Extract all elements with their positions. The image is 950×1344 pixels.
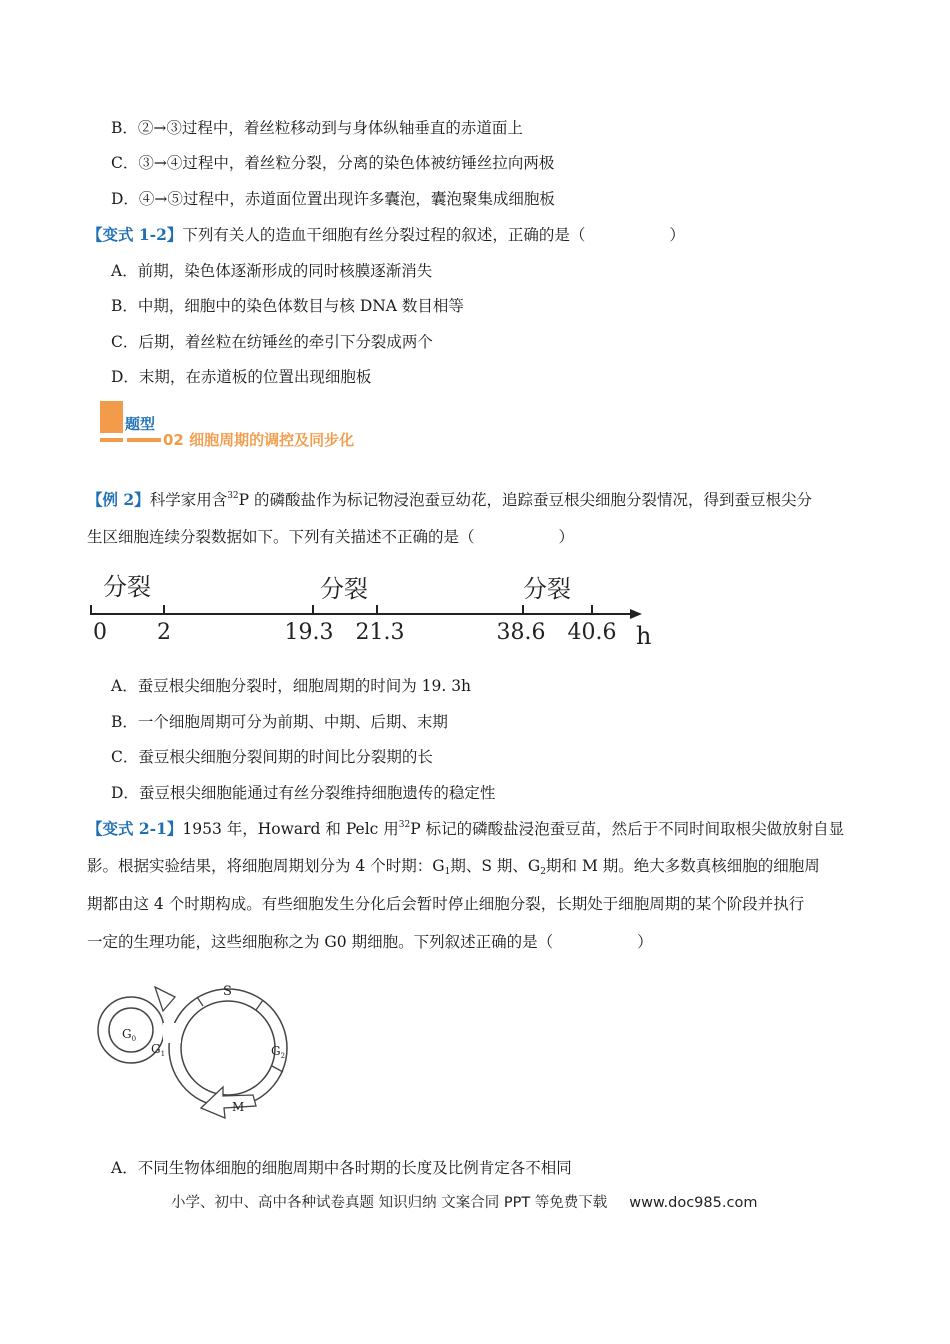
- footer-text: 小学、初中、高中各种试卷真题 知识归纳 文案合同 PPT 等免费下载: [171, 1195, 608, 1211]
- cycle-ring-outer: [169, 989, 287, 1107]
- option-d: D．蚕豆根尖细胞能通过有丝分裂维持细胞遗传的稳定性: [111, 784, 496, 802]
- cell-division-timeline: [80, 565, 660, 650]
- option-c: C．蚕豆根尖细胞分裂间期的时间比分裂期的长: [111, 748, 433, 766]
- option-d: D．④→⑤过程中，赤道面位置出现许多囊泡，囊泡聚集成细胞板: [111, 190, 555, 208]
- phase-divider: [197, 997, 203, 1006]
- variant-2-1-line2: 影。根据实验结果，将细胞周期划分为 4 个时期：$G_1$期、S 期、$G_2$期和 M 期。绝大多数真核细胞的细胞周: [87, 857, 820, 877]
- tick-label: 19.3: [284, 620, 334, 645]
- division-label: 分裂: [523, 575, 571, 603]
- example-tag: 【例 2】: [87, 490, 150, 509]
- g0-junction: [163, 1023, 181, 1043]
- axis-arrow: [630, 609, 642, 619]
- tick-label: 21.3: [355, 620, 405, 645]
- option-c: C．③→④过程中，着丝粒分裂，分离的染色体被纺锤丝拉向两极: [111, 154, 555, 172]
- page-footer: [171, 1191, 757, 1212]
- g2-label: $G_2$: [271, 1044, 286, 1060]
- cycle-ring-inner: [181, 1001, 275, 1095]
- option-a: A．前期，染色体逐渐形成的同时核膜逐渐消失: [111, 262, 433, 280]
- tick-label: 0: [93, 620, 107, 645]
- axis-unit: h: [636, 622, 652, 650]
- option-a: A．不同生物体细胞的细胞周期中各时期的长度及比例肯定各不相同: [111, 1159, 572, 1177]
- division-label: 分裂: [320, 575, 368, 603]
- option-b: B．一个细胞周期可分为前期、中期、后期、末期: [111, 713, 448, 731]
- variant-tag: 【变式 2-1】: [87, 819, 183, 838]
- division-label: 分裂: [103, 573, 151, 601]
- tick-label: 2: [157, 620, 171, 645]
- option-d: D．末期，在赤道板的位置出现细胞板: [111, 368, 372, 386]
- g1-label: $G_1$: [151, 1042, 166, 1058]
- m-phase-label: M: [232, 1100, 245, 1114]
- option-b: B．中期，细胞中的染色体数目与核 DNA 数目相等: [111, 297, 464, 315]
- cell-cycle-diagram: [93, 975, 298, 1125]
- footer-site[interactable]: www.doc985.com: [629, 1195, 758, 1211]
- g0-loop-arrow: [155, 987, 175, 1011]
- tick-label: 38.6: [496, 620, 546, 645]
- option-c: C．后期，着丝粒在纺锤丝的牵引下分裂成两个: [111, 333, 433, 351]
- example-2-stem-line2: 生区细胞连续分裂数据如下。下列有关描述不正确的是（ ）: [87, 528, 575, 546]
- section-title: 02 细胞周期的调控及同步化: [163, 431, 355, 449]
- phase-divider: [256, 1000, 263, 1010]
- g0-label: $G_0$: [122, 1027, 137, 1043]
- variant-tag: 【变式 1-2】: [87, 225, 183, 244]
- phase-divider: [272, 1066, 283, 1072]
- section-underline: [100, 438, 123, 442]
- tick-label: 40.6: [567, 620, 617, 645]
- variant-2-1-line3: 期都由这 4 个时期构成。有些细胞发生分化后会暂时停止细胞分裂，长期处于细胞周期的某个阶段并执行: [87, 895, 805, 913]
- example-2-stem-line1: 【例 2】科学家用含$^{32}$P 的磷酸盐作为标记物浸泡蚕豆幼花，追踪蚕豆根尖细胞分裂情况，得到蚕豆根尖分: [87, 490, 813, 509]
- option-a: A．蚕豆根尖细胞分裂时，细胞周期的时间为 19. 3h: [111, 677, 472, 695]
- section-icon: [100, 401, 123, 433]
- section-kind: 题型: [125, 415, 156, 433]
- option-b: B．②→③过程中，着丝粒移动到与身体纵轴垂直的赤道面上: [111, 119, 523, 137]
- variant-2-1-line4: 一定的生理功能，这些细胞称之为 G0 期细胞。下列叙述正确的是（ ）: [87, 933, 653, 951]
- section-underline: [127, 438, 161, 442]
- variant-2-1-line1: 【变式 2-1】1953 年，Howard 和 Pelc 用$^{32}$P 标记的磷酸盐浸泡蚕豆苗，然后于不同时间取根尖做放射自显: [87, 819, 845, 838]
- variant-1-2-stem: 【变式 1-2】下列有关人的造血干细胞有丝分裂过程的叙述，正确的是（ ）: [87, 225, 685, 244]
- s-phase-label: S: [223, 984, 232, 999]
